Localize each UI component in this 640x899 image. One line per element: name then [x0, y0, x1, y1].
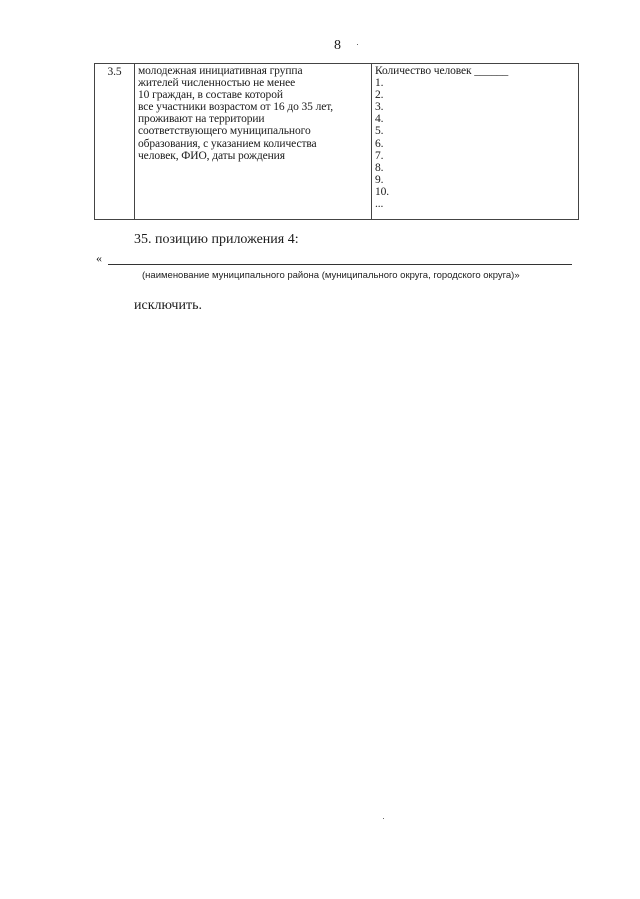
description-cell — [135, 64, 372, 220]
description-line: соответствующего муниципального — [138, 125, 311, 138]
participant-list-item: 4. — [375, 113, 384, 126]
scan-speck — [383, 818, 384, 819]
participant-list-item: 6. — [375, 137, 384, 150]
line-caption: (наименование муниципального района (муниципального округа, городского округа)» — [142, 270, 520, 281]
participant-list-item: 1. — [375, 77, 384, 90]
page-number: 8 — [334, 38, 341, 53]
participant-list-item: 8. — [375, 161, 384, 174]
participant-list-item: ... — [375, 198, 384, 211]
description-line: 10 граждан, в составе которой — [138, 89, 283, 102]
participant-list-item: 5. — [375, 125, 384, 138]
fill-in-line — [108, 264, 572, 265]
count-label: Количество человек ______ — [375, 65, 509, 77]
exclude-text: исключить. — [134, 298, 202, 313]
description-line: проживают на территории — [138, 113, 265, 126]
table-row — [95, 64, 579, 220]
description-line: все участники возрастом от 16 до 35 лет, — [138, 101, 334, 114]
opening-quote: « — [96, 251, 102, 265]
participant-list-item: 2. — [375, 89, 384, 102]
description-line: человек, ФИО, даты рождения — [138, 149, 285, 162]
participant-list-item: 3. — [375, 101, 384, 114]
participants-cell — [372, 64, 579, 220]
scan-speck — [357, 44, 358, 45]
row-number-cell — [95, 64, 135, 220]
criteria-table — [94, 63, 579, 220]
description-line: жителей численностью не менее — [138, 77, 296, 90]
participant-list-item: 7. — [375, 149, 384, 162]
amendment-text: 35. позицию приложения 4: — [134, 232, 299, 247]
participant-list-item: 9. — [375, 173, 384, 186]
participant-list-item: 10. — [375, 185, 390, 198]
description-line: образования, с указанием количества — [138, 137, 317, 150]
row-number: 3.5 — [107, 66, 122, 78]
description-line: молодежная инициативная группа — [138, 65, 303, 77]
